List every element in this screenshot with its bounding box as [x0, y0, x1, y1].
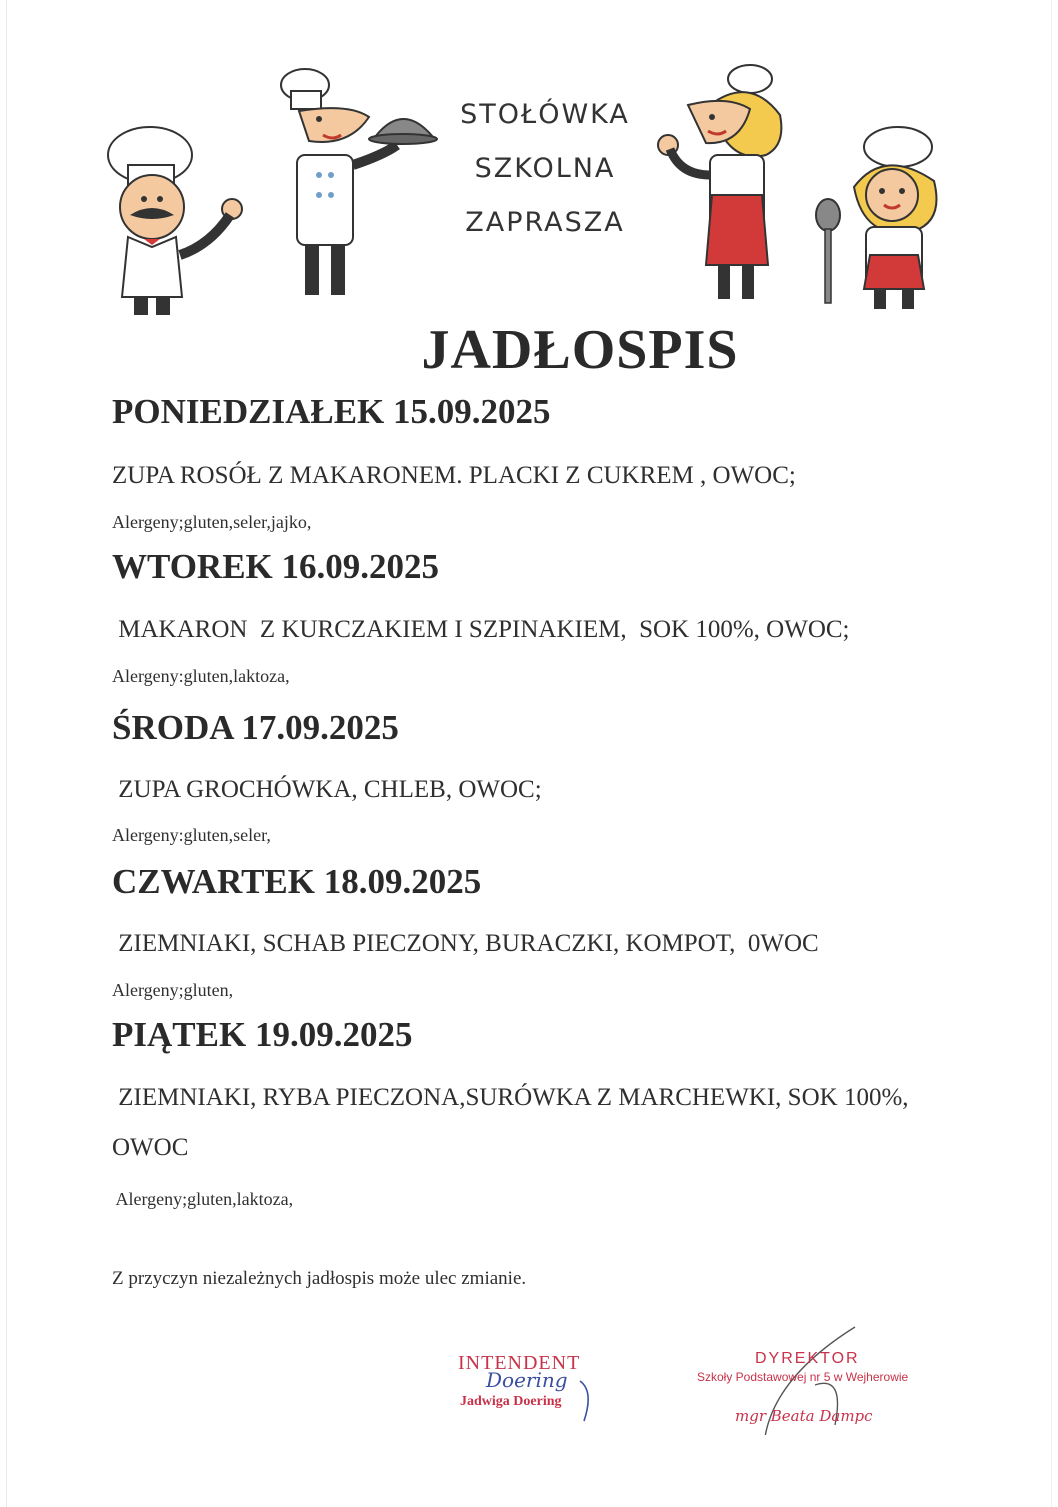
slogan — [420, 88, 670, 250]
intendent-stamp — [452, 1345, 602, 1430]
allergens-thursday: Alergeny;gluten, — [112, 980, 234, 1000]
menu-line-friday: ZIEMNIAKI, RYBA PIECZONA,SURÓWKA Z MARCHEWKI, SOK 100%, — [112, 1084, 909, 1111]
chef-woman-icon — [658, 65, 781, 299]
chef-cloche-icon — [281, 69, 437, 295]
allergens-monday: Alergeny;gluten,seler,jajko, — [112, 512, 312, 532]
dyrektor-stamp-title: DYREKTOR — [755, 1350, 860, 1367]
menu-line-monday: ZUPA ROSÓŁ Z MAKARONEM. PLACKI Z CUKREM , OWOC; — [112, 462, 796, 489]
slogan-line: STOŁÓWKA — [460, 99, 630, 130]
day-heading-friday: PIĄTEK 19.09.2025 — [112, 1015, 413, 1054]
menu-line-thursday: ZIEMNIAKI, SCHAB PIECZONY, BURACZKI, KOMPOT, 0WOC — [112, 930, 819, 957]
slogan-line: SZKOLNA — [474, 153, 616, 184]
intendent-stamp-name: Jadwiga Doering — [460, 1394, 562, 1409]
chef-mustache-icon — [108, 127, 242, 315]
allergens-friday: Alergeny;gluten,laktoza, — [112, 1189, 294, 1209]
page-title: JADŁOSPIS — [421, 319, 739, 381]
day-heading-thursday: CZWARTEK 18.09.2025 — [112, 862, 482, 901]
chef-girl-spoon-icon — [816, 127, 937, 309]
menu-line-tuesday: MAKARON Z KURCZAKIEM I SZPINAKIEM, SOK 100%, OWOC; — [112, 616, 850, 643]
day-heading-monday: PONIEDZIAŁEK 15.09.2025 — [112, 392, 551, 431]
menu-line-wednesday: ZUPA GROCHÓWKA, CHLEB, OWOC; — [112, 776, 542, 803]
allergens-tuesday: Alergeny:gluten,laktoza, — [112, 666, 290, 686]
dyrektor-stamp-school: Szkoły Podstawowej nr 5 w Wejherowie — [697, 1370, 909, 1384]
allergens-wednesday: Alergeny:gluten,seler, — [112, 825, 271, 845]
menu-line-friday-2: OWOC — [112, 1134, 189, 1161]
day-heading-tuesday: WTOREK 16.09.2025 — [112, 547, 440, 586]
day-heading-wednesday: ŚRODA 17.09.2025 — [112, 708, 399, 747]
notice-text: Z przyczyn niezależnych jadłospis może ulec zmianie. — [112, 1268, 527, 1289]
intendent-stamp-title: INTENDENT — [458, 1352, 581, 1374]
dyrektor-stamp — [695, 1325, 935, 1435]
intendent-signature: Doering — [486, 1368, 568, 1392]
dyrektor-stamp-name: mgr Beata Dampc — [735, 1407, 873, 1425]
slogan-line: ZAPRASZA — [465, 207, 625, 238]
